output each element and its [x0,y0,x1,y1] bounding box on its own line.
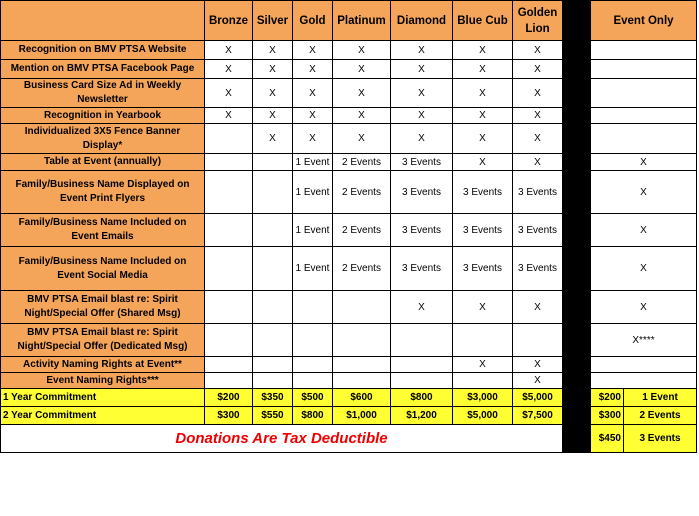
tier-header-blue-cub: Blue Cub [453,1,513,41]
separator-column [563,425,591,453]
separator-column [563,291,591,324]
event-only-cell [591,357,697,373]
benefit-cell-gold: X [293,60,333,79]
separator-column [563,41,591,60]
benefit-cell-silver [253,357,293,373]
benefit-cell-gold: X [293,41,333,60]
benefit-cell-platinum: 2 Events [333,171,391,214]
benefit-cell-silver [253,247,293,291]
feature-row [1,108,697,124]
benefit-cell-golden-lion: X [513,60,563,79]
benefit-cell-silver: X [253,124,293,154]
benefit-cell-gold: 1 Event [293,247,333,291]
benefit-cell-bronze [205,247,253,291]
benefit-cell-diamond [391,324,453,357]
benefit-cell-platinum [333,291,391,324]
price-cell-blue-cub: $5,000 [453,407,513,425]
benefit-cell-platinum: 2 Events [333,214,391,247]
benefit-cell-blue-cub: X [453,108,513,124]
benefit-cell-blue-cub: X [453,357,513,373]
separator-column [563,1,591,41]
benefit-cell-golden-lion: X [513,291,563,324]
feature-row [1,214,697,247]
benefit-cell-silver: X [253,79,293,108]
feature-label: Business Card Size Ad in Weekly Newsletter [1,79,205,108]
separator-column [563,79,591,108]
benefit-cell-golden-lion: X [513,108,563,124]
feature-row [1,247,697,291]
benefit-cell-bronze [205,291,253,324]
price-cell-silver: $550 [253,407,293,425]
benefit-cell-golden-lion: 3 Events [513,247,563,291]
benefit-cell-diamond: X [391,108,453,124]
benefit-cell-diamond: 3 Events [391,154,453,171]
feature-label: Recognition in Yearbook [1,108,205,124]
commitment-label: 1 Year Commitment [1,389,205,407]
benefit-cell-platinum [333,373,391,389]
benefit-cell-diamond: 3 Events [391,247,453,291]
benefit-cell-bronze: X [205,79,253,108]
benefit-cell-bronze: X [205,41,253,60]
benefit-cell-golden-lion [513,324,563,357]
benefit-cell-gold: 1 Event [293,154,333,171]
benefit-cell-blue-cub [453,373,513,389]
benefit-cell-silver: X [253,108,293,124]
benefit-cell-golden-lion: X [513,124,563,154]
benefit-cell-golden-lion: X [513,357,563,373]
benefit-cell-gold: X [293,108,333,124]
event-only-cell: X [591,247,697,291]
benefit-cell-silver [253,214,293,247]
event-only-cell: X [591,171,697,214]
benefit-cell-bronze [205,214,253,247]
feature-label: Recognition on BMV PTSA Website [1,41,205,60]
benefit-cell-golden-lion: X [513,79,563,108]
price-cell-silver: $350 [253,389,293,407]
price-cell-golden-lion: $5,000 [513,389,563,407]
pricing-row [1,407,697,425]
feature-row [1,79,697,108]
benefit-cell-diamond [391,357,453,373]
benefit-cell-gold [293,324,333,357]
event-only-cell: X [591,214,697,247]
event-only-count: 2 Events [624,407,697,425]
benefit-cell-diamond: 3 Events [391,214,453,247]
benefit-cell-blue-cub: X [453,79,513,108]
event-only-count: 1 Event [624,389,697,407]
benefit-cell-platinum [333,324,391,357]
benefit-cell-bronze: X [205,108,253,124]
benefit-cell-platinum: X [333,41,391,60]
event-only-cell [591,79,697,108]
commitment-label: 2 Year Commitment [1,407,205,425]
header-row [1,1,697,41]
benefit-cell-gold [293,357,333,373]
price-cell-platinum: $600 [333,389,391,407]
benefit-cell-platinum: X [333,124,391,154]
benefit-cell-golden-lion: 3 Events [513,171,563,214]
benefit-cell-golden-lion: X [513,154,563,171]
benefit-cell-bronze [205,124,253,154]
event-only-cell: X [591,291,697,324]
pricing-row [1,389,697,407]
separator-column [563,154,591,171]
feature-label: Family/Business Name Included on Event Emails [1,214,205,247]
event-only-cell [591,60,697,79]
benefit-cell-platinum: 2 Events [333,154,391,171]
event-only-price: $200 [591,389,624,407]
feature-label: Activity Naming Rights at Event** [1,357,205,373]
feature-label: Family/Business Name Displayed on Event Print Flyers [1,171,205,214]
benefit-cell-bronze [205,154,253,171]
event-only-price: $300 [591,407,624,425]
feature-row [1,60,697,79]
separator-column [563,108,591,124]
event-only-count: 3 Events [624,425,697,453]
feature-label: Family/Business Name Included on Event Social Media [1,247,205,291]
separator-column [563,357,591,373]
benefit-cell-diamond: X [391,79,453,108]
benefit-cell-diamond [391,373,453,389]
feature-label: BMV PTSA Email blast re: Spirit Night/Special Offer (Dedicated Msg) [1,324,205,357]
feature-label: Individualized 3X5 Fence Banner Display* [1,124,205,154]
benefit-cell-silver [253,154,293,171]
benefit-cell-bronze [205,171,253,214]
benefit-cell-diamond: X [391,124,453,154]
benefit-cell-platinum: X [333,60,391,79]
separator-column [563,407,591,425]
price-cell-golden-lion: $7,500 [513,407,563,425]
feature-label: Event Naming Rights*** [1,373,205,389]
price-cell-diamond: $800 [391,389,453,407]
tier-header-diamond: Diamond [391,1,453,41]
price-cell-gold: $500 [293,389,333,407]
separator-column [563,214,591,247]
benefit-cell-blue-cub: 3 Events [453,171,513,214]
benefit-cell-platinum: X [333,79,391,108]
benefit-cell-silver [253,324,293,357]
separator-column [563,60,591,79]
tier-header-bronze: Bronze [205,1,253,41]
feature-row [1,171,697,214]
separator-column [563,247,591,291]
event-only-cell: X**** [591,324,697,357]
benefit-cell-blue-cub [453,324,513,357]
benefit-cell-blue-cub: X [453,154,513,171]
footer-row [1,425,697,453]
event-only-price: $450 [591,425,624,453]
tier-header-gold: Gold [293,1,333,41]
feature-row [1,41,697,60]
separator-column [563,373,591,389]
event-only-cell [591,41,697,60]
benefit-cell-blue-cub: 3 Events [453,214,513,247]
feature-row [1,324,697,357]
benefit-cell-blue-cub: X [453,124,513,154]
feature-row [1,373,697,389]
benefit-cell-bronze [205,324,253,357]
feature-row [1,124,697,154]
benefit-cell-gold [293,291,333,324]
event-only-cell: X [591,154,697,171]
benefit-cell-gold: X [293,79,333,108]
benefit-cell-golden-lion: X [513,373,563,389]
benefit-cell-diamond: X [391,41,453,60]
price-cell-gold: $800 [293,407,333,425]
benefit-cell-gold: X [293,124,333,154]
benefit-cell-platinum: 2 Events [333,247,391,291]
separator-column [563,389,591,407]
feature-row [1,154,697,171]
price-cell-diamond: $1,200 [391,407,453,425]
feature-row [1,357,697,373]
tier-header-golden-lion: Golden Lion [513,1,563,41]
event-only-cell [591,108,697,124]
benefit-cell-golden-lion: 3 Events [513,214,563,247]
benefit-cell-silver: X [253,60,293,79]
benefit-cell-silver [253,171,293,214]
tier-header-platinum: Platinum [333,1,391,41]
feature-rows [1,41,697,389]
header-corner [1,1,205,41]
event-only-cell [591,124,697,154]
benefit-cell-silver: X [253,41,293,60]
price-cell-platinum: $1,000 [333,407,391,425]
benefit-cell-platinum [333,357,391,373]
donation-note: Donations Are Tax Deductible [1,425,563,453]
benefit-cell-blue-cub: X [453,41,513,60]
benefit-cell-gold: 1 Event [293,214,333,247]
benefit-cell-diamond: X [391,60,453,79]
feature-label: Mention on BMV PTSA Facebook Page [1,60,205,79]
benefit-cell-blue-cub: X [453,291,513,324]
feature-label: Table at Event (annually) [1,154,205,171]
benefit-cell-bronze: X [205,60,253,79]
tier-header-silver: Silver [253,1,293,41]
price-cell-bronze: $200 [205,389,253,407]
benefit-cell-bronze [205,357,253,373]
separator-column [563,324,591,357]
separator-column [563,124,591,154]
benefit-cell-diamond: 3 Events [391,171,453,214]
event-only-header: Event Only [591,1,697,41]
benefit-cell-golden-lion: X [513,41,563,60]
benefit-cell-gold: 1 Event [293,171,333,214]
benefit-cell-platinum: X [333,108,391,124]
benefit-cell-blue-cub: X [453,60,513,79]
benefit-cell-silver [253,373,293,389]
price-cell-bronze: $300 [205,407,253,425]
price-cell-blue-cub: $3,000 [453,389,513,407]
benefit-cell-bronze [205,373,253,389]
feature-label: BMV PTSA Email blast re: Spirit Night/Special Offer (Shared Msg) [1,291,205,324]
benefit-cell-silver [253,291,293,324]
separator-column [563,171,591,214]
benefit-cell-diamond: X [391,291,453,324]
benefit-cell-blue-cub: 3 Events [453,247,513,291]
feature-row [1,291,697,324]
benefit-cell-gold [293,373,333,389]
event-only-cell [591,373,697,389]
pricing-rows [1,389,697,425]
